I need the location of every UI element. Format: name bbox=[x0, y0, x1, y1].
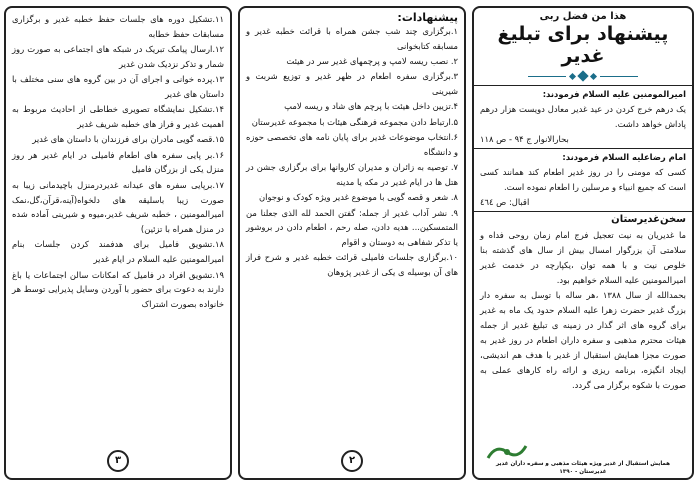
suggestions-heading: پیشنهادات: bbox=[397, 11, 458, 24]
hadith-1-text: یک درهم خرج کردن در عید غدیر معادل دویست هزار درهم پاداش خواهد داشت. bbox=[480, 104, 686, 129]
section-title: سخن‌غدیرستان bbox=[474, 211, 692, 228]
list-item: ۱۱.تشکیل دوره های جلسات حفظ خطبه غدیر و برگزاری مسابقات حفظ خطابه bbox=[12, 14, 224, 39]
list-item: ۱۰.برگزاری جلسات فامیلی قرائت خطبه غدیر و شرح فراز های آن بوسیله ی یکی از غدیر پژوهان bbox=[246, 252, 458, 278]
suggestions-list-2 bbox=[6, 8, 230, 312]
ghadirestan-logo-icon bbox=[486, 442, 528, 462]
hadith-2-source: امام رضاعلیه السلام فرمودند: bbox=[562, 152, 686, 162]
footer-text: همایش استقبال از غدیر ویژه هیئات مذهبی و سفره داران غدیر bbox=[495, 461, 671, 467]
suggestions-list-1 bbox=[240, 24, 464, 280]
list-item: ۱۳.پرده خوانی و اجرای آن در بین گروه های سنی مختلف با داستان های غدیر bbox=[12, 74, 224, 99]
cover-pretitle: هذا من فضل ربی bbox=[539, 11, 627, 22]
list-item: ۱۲.ارسال پیامک تبریک در شبکه های اجتماعی به صورت روز شمار و تذکر نزدیک شدن غدیر bbox=[12, 44, 224, 69]
hadith-2-text: کسی که مومنی را در روز غدیر اطعام کند همانند کسی است که جمیع انبیاء و مرسلین را اطعام نموده است. bbox=[480, 167, 686, 192]
list-item: ۶.انتخاب موضوعات غدیر برای پایان نامه های تخصصی حوزه و دانشگاه bbox=[246, 132, 458, 157]
list-item: ۹. نشر آداب غدیر از جمله: گفتن الحمد لله الذی جعلنا من المتمسکین... هدیه دادن، صله رحم ، اطعام دادن در بروشور یا تذکر شفاهی به دوستان و اقوام bbox=[246, 207, 458, 248]
section-body-2: بحمدالله از سال ۱۳۸۸ ،هر ساله با توسل به سفره دار بزرگ غدیر حضرت زهرا علیه السلام حدود یک ماه به غدیر برای گروه های اثر گذار در زمینه ی تبلیغ غدیر از جمله هیئات محترم مذهبی و سفره داران اطعام در روز غدیر به صورت مجزا همایش استقبال از غدیر با هدف هم اندیشی، ایجاد انگیزه، برنامه ریزی و ارائه راه کارهای عملی به صورت با شکوه برگزار می گردد. bbox=[480, 290, 686, 390]
list-item: ۱۶.بر پایی سفره های اطعام فامیلی در ایام غدیر هر روز منزل یکی از بزرگان فامیل bbox=[12, 149, 224, 175]
list-item: ۱۵.قصه گویی مادران برای فرزندان با داستان های غدیر bbox=[32, 134, 224, 145]
hadith-1 bbox=[474, 86, 692, 148]
list-item: ۱.برگزاری چند شب جشن همراه با قرائت خطبه غدیر و مسابقه کتابخوانی bbox=[246, 26, 458, 51]
section-body: ما غدیریان به نیت تعجیل فرج امام زمان روحی فداه و سلامتی آن بزرگوار امسال بیش از سال های گذشته بنا خلوص نیت و با همه توان ،یکپارچه در خدمت غدیر امیرالمومنین علیه السلام خواهیم بود. bbox=[480, 230, 686, 285]
list-item: ۲. نصب ریسه لامپ و پرچمهای غدیر سر در هیئت bbox=[286, 56, 458, 67]
cover-header bbox=[474, 8, 692, 84]
list-item: ۱۷.برپایی سفره های عیدانه غدیردرمنزل باچیدمانی زیبا به صورت زیبا باسلیقه های دلخواه(آینه،قرآن،گل،نمک امیرالمومنین ، خطبه شریف غدیر،میوه و شیرینی آماده شده در منزل همراه با تزئین) bbox=[12, 179, 224, 235]
cover-title: پیشنهاد برای تبلیغ غدیر bbox=[497, 23, 669, 67]
page-number: ۳ bbox=[107, 450, 129, 472]
list-item: ۸. شعر و قصه گویی با موضوع غدیر ویژه کودک و نوجوان bbox=[258, 192, 458, 203]
panel-suggestions-2 bbox=[4, 6, 232, 480]
list-item: ۴.تزیین داخل هیئت با پرچم های شاد و ریسه لامپ bbox=[284, 101, 458, 112]
hadith-2 bbox=[474, 149, 692, 211]
footer-text-2: غدیرستان - ۱۳۹۰ bbox=[559, 469, 607, 475]
list-item: ۱۹.تشویق افراد در فامیل که امکانات سالن اجتماعات یا باغ دارند به دعوت برای حضور با آوردن وسایل پذیرایی توسط هر خانواده بصورت اشتراک bbox=[12, 269, 224, 310]
hadith-2-ref: اقبال: ص ٤٦٤ bbox=[480, 197, 530, 207]
panel-cover bbox=[472, 6, 694, 480]
hadith-1-source: امیرالمومنین علیه السلام فرمودند: bbox=[542, 89, 686, 99]
list-item: ۳.برگزاری سفره اطعام در ظهر غدیر و توزیع شربت و شیرینی bbox=[246, 71, 458, 97]
list-item: ۵.ارتباط دادن مجموعه فرهنگی هیئات با مجموعه غدیرستان bbox=[251, 116, 458, 127]
page-number: ۲ bbox=[341, 450, 363, 472]
hadith-1-ref: بحارالانوار ج ۹۴ - ص ۱۱۸ bbox=[480, 134, 569, 144]
list-item: ۱۴.تشکیل نمایشگاه تصویری خطاطی از احادیث مربوط به اهمیت غدیر و فراز های خطبه شریف غدیر bbox=[12, 104, 224, 130]
list-item: ۷. توصیه به زائران و مدیران کاروانها برای برگزاری جشن در هتل ها در ایام غدیر در مکه یا مدینه bbox=[246, 162, 458, 187]
cover-footer bbox=[480, 442, 686, 476]
ornament-divider bbox=[478, 68, 688, 84]
list-item: ۱۸.تشویق فامیل برای هدفمند کردن جلسات بنام امیرالمومنین علیه السلام در ایام غدیر bbox=[12, 239, 224, 265]
panel-suggestions-1 bbox=[238, 6, 466, 480]
